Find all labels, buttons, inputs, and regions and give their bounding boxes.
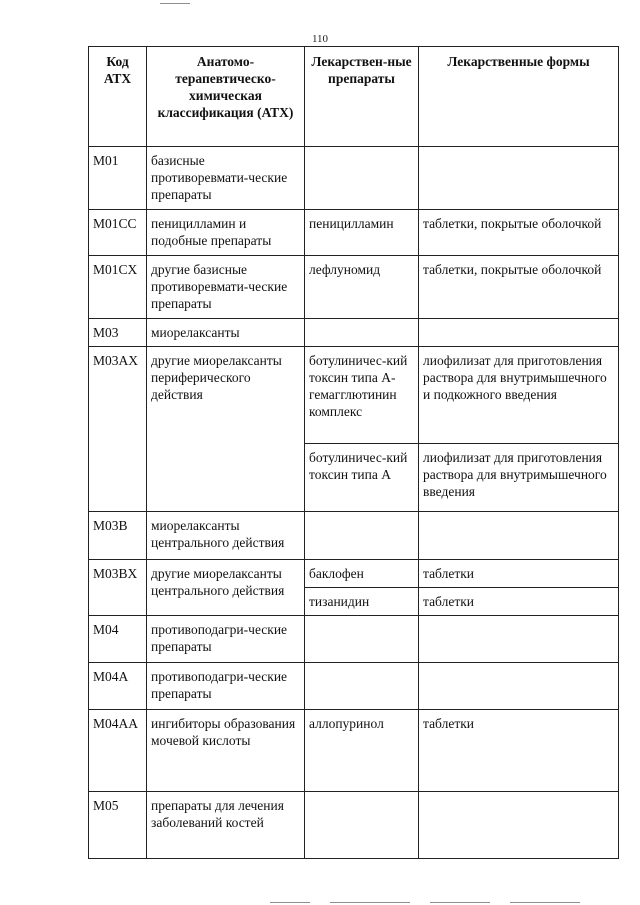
drug-cell: аллопуринол bbox=[305, 710, 419, 792]
drug-cell: баклофен bbox=[305, 560, 419, 588]
atc-classification: противоподагри-ческие препараты bbox=[147, 663, 305, 710]
atc-code: M04 bbox=[89, 616, 147, 663]
atc-code: M03AX bbox=[89, 347, 147, 512]
header-code: Код АТХ bbox=[89, 47, 147, 147]
atc-classification: препараты для лечения заболеваний костей bbox=[147, 792, 305, 859]
form-cell bbox=[419, 663, 619, 710]
drug-cell: лефлуномид bbox=[305, 256, 419, 319]
drug-cell: ботулиничес-кий токсин типа А bbox=[305, 444, 419, 512]
form-cell bbox=[419, 319, 619, 347]
form-cell: таблетки, покрытые оболочкой bbox=[419, 256, 619, 319]
atc-classification: другие миорелаксанты центрального действия bbox=[147, 560, 305, 616]
atc-classification: противоподагри-ческие препараты bbox=[147, 616, 305, 663]
atc-classification: миорелаксанты bbox=[147, 319, 305, 347]
atc-code: M04A bbox=[89, 663, 147, 710]
atc-code: M03B bbox=[89, 512, 147, 560]
form-cell bbox=[419, 512, 619, 560]
atc-classification: другие базисные противоревмати-ческие препараты bbox=[147, 256, 305, 319]
form-cell: таблетки bbox=[419, 710, 619, 792]
form-cell bbox=[419, 616, 619, 663]
atc-classification: пеницилламин и подобные препараты bbox=[147, 210, 305, 256]
atc-table bbox=[88, 46, 619, 859]
form-cell bbox=[419, 792, 619, 859]
table-row bbox=[89, 512, 619, 560]
table-row bbox=[89, 147, 619, 210]
atc-classification: базисные противоревмати-ческие препараты bbox=[147, 147, 305, 210]
drug-cell bbox=[305, 663, 419, 710]
form-cell: лиофилизат для приготовления раствора для внутримышечного и подкожного введения bbox=[419, 347, 619, 444]
atc-code: M01CC bbox=[89, 210, 147, 256]
drug-cell: тизанидин bbox=[305, 588, 419, 616]
drug-cell bbox=[305, 512, 419, 560]
form-cell: таблетки bbox=[419, 560, 619, 588]
header-drugs: Лекарствен-ные препараты bbox=[305, 47, 419, 147]
scan-artifact bbox=[160, 3, 190, 4]
form-cell: таблетки bbox=[419, 588, 619, 616]
table-row bbox=[89, 560, 619, 588]
atc-classification: другие миорелаксанты периферического действия bbox=[147, 347, 305, 512]
scan-artifact bbox=[330, 902, 410, 903]
atc-code: M04AA bbox=[89, 710, 147, 792]
drug-cell bbox=[305, 616, 419, 663]
table-row bbox=[89, 210, 619, 256]
drug-cell: ботулиничес-кий токсин типа А-гемагглютинин комплекс bbox=[305, 347, 419, 444]
drug-cell bbox=[305, 319, 419, 347]
drug-cell bbox=[305, 147, 419, 210]
table-row bbox=[89, 616, 619, 663]
atc-code: M03 bbox=[89, 319, 147, 347]
table-row bbox=[89, 710, 619, 792]
table-row bbox=[89, 792, 619, 859]
atc-classification: ингибиторы образования мочевой кислоты bbox=[147, 710, 305, 792]
drug-cell: пеницилламин bbox=[305, 210, 419, 256]
atc-classification: миорелаксанты центрального действия bbox=[147, 512, 305, 560]
header-row bbox=[89, 47, 619, 147]
table-row bbox=[89, 256, 619, 319]
form-cell: лиофилизат для приготовления раствора для внутримышечного введения bbox=[419, 444, 619, 512]
header-classification: Анатомо-терапевтическо-химическая классификация (АТХ) bbox=[147, 47, 305, 147]
table-row bbox=[89, 319, 619, 347]
scan-artifact bbox=[430, 902, 490, 903]
atc-code: M01 bbox=[89, 147, 147, 210]
drug-cell bbox=[305, 792, 419, 859]
scan-artifact bbox=[270, 902, 310, 903]
form-cell: таблетки, покрытые оболочкой bbox=[419, 210, 619, 256]
scan-artifact bbox=[510, 902, 580, 903]
page-number: 110 bbox=[311, 33, 329, 45]
header-forms: Лекарственные формы bbox=[419, 47, 619, 147]
table-row bbox=[89, 663, 619, 710]
table-row bbox=[89, 347, 619, 444]
atc-code: M05 bbox=[89, 792, 147, 859]
atc-code: M01CX bbox=[89, 256, 147, 319]
atc-code: M03BX bbox=[89, 560, 147, 616]
form-cell bbox=[419, 147, 619, 210]
